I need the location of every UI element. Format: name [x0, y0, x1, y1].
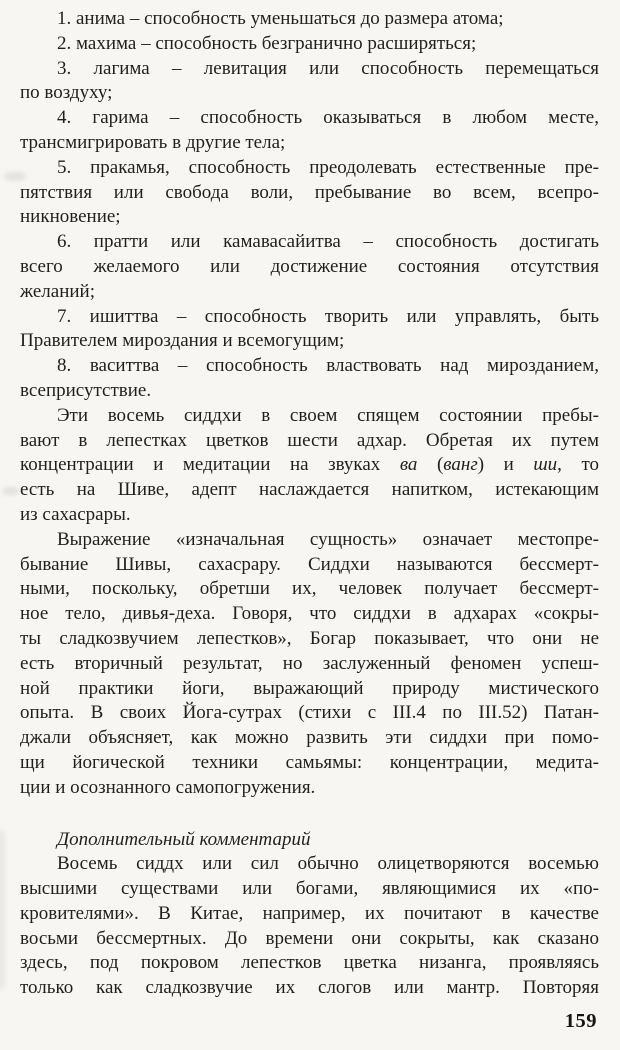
text-line: восьми бессмертных. До времени они сокрыты, как сказано — [20, 927, 599, 949]
text-line: 1. анима – способность уменьшаться до размера атома; — [57, 8, 504, 29]
text-line: пятствия или свобода воли, пребывание во всем, всепро- — [20, 181, 599, 203]
list-item — [20, 57, 599, 107]
page-number: 159 — [564, 1010, 597, 1032]
scan-artifact — [2, 487, 20, 495]
text-line: Выражение «изначальная сущность» означает местопре- — [57, 528, 599, 550]
text-line: Дополнительный комментарий — [57, 828, 311, 850]
text-line: из сахасрары. — [20, 503, 131, 525]
text-line: джали объясняет, как можно развить эти сиддхи при помо- — [20, 727, 599, 749]
text-line: Восемь сиддх или сил обычно олицетворяются восемью — [57, 853, 599, 875]
text-line: трансмигрировать в другие тела; — [20, 131, 286, 153]
text-line: желаний; — [20, 280, 96, 302]
text-line: опыта. В своих Йога-сутрах (стихи с III.4 по III.52) Патан- — [20, 702, 599, 724]
text-line: Эти восемь сиддхи в своем спящем состоянии пребы- — [57, 404, 599, 426]
paragraph — [20, 404, 599, 528]
italic-term: ши — [533, 454, 558, 476]
italic-term: ванг — [443, 454, 478, 476]
text-line: ной практики йоги, выражающий природу мистического — [20, 677, 599, 699]
text-line: никновение; — [20, 206, 121, 228]
list-item — [20, 230, 599, 304]
list-item — [20, 32, 599, 57]
section-heading — [20, 828, 599, 853]
text-line: кровителями». В Китае, например, их почитают в качестве — [20, 902, 599, 924]
text-line: ными, поскольку, обретши их, человек получает бессмерт- — [20, 578, 599, 600]
text-line: всего желаемого или достижение состояния отсутствия — [20, 255, 599, 277]
text-line: бывание Шивы, сахасрару. Сиддхи называются бессмерт- — [20, 553, 599, 575]
text-line: по воздуху; — [20, 82, 113, 104]
list-item — [20, 354, 599, 404]
list-item — [20, 106, 599, 156]
text-line: 4. гарима – способность оказываться в любом месте, — [57, 107, 599, 129]
text-line: щи йогической техники самьямы: концентрации, медита- — [20, 751, 599, 773]
list-item — [20, 7, 599, 32]
text-line: есть на Шиве, адепт наслаждается напитком, истекающим — [20, 479, 599, 501]
text-line: высшими существами или богами, являющимися их «по- — [20, 878, 599, 900]
text-line: ции и осознанного самопогружения. — [20, 776, 316, 798]
scan-artifact — [0, 830, 4, 990]
text-line: 8. васиттва – способность властвовать над мирозданием, — [57, 355, 599, 377]
text-line: Правителем мироздания и всемогущим; — [20, 330, 345, 352]
text-line: только как сладкозвучие их слогов или мантр. Повторяя — [20, 977, 599, 999]
text-content — [20, 7, 599, 1001]
text-line: всеприсутствие. — [20, 379, 152, 401]
text-line: ты сладкозвучием лепестков», Богар показывает, что они не — [20, 627, 599, 649]
paragraph — [20, 852, 599, 1001]
text-line: 2. махима – способность безгранично расширяться; — [57, 32, 477, 54]
text-line: есть вторичный результат, но заслуженный феномен успеш- — [20, 652, 599, 674]
text-line: 3. лагима – левитация или способность перемещаться — [57, 57, 599, 79]
text-line: концентрации и медитации на звуках ва (ванг) и ши, то — [20, 454, 600, 476]
text-line: 6. пратти или камавасайитва – способность достигать — [57, 231, 599, 253]
list-item — [20, 156, 599, 230]
list-item — [20, 305, 599, 355]
paragraph — [20, 528, 599, 801]
italic-term: ва — [399, 454, 418, 476]
text-line: здесь, под покровом лепестков цветка низанга, проявляясь — [20, 952, 599, 974]
text-line: вают в лепестках цветков шести адхар. Обретая их путем — [20, 429, 599, 451]
text-line: ное тело, дивья-деха. Говоря, что сиддхи в адхарах «сокры- — [20, 603, 599, 625]
text-line: 5. пракамья, способность преодолевать естественные пре- — [57, 156, 599, 178]
text-line: 7. ишиттва – способность творить или управлять, быть — [57, 305, 599, 327]
